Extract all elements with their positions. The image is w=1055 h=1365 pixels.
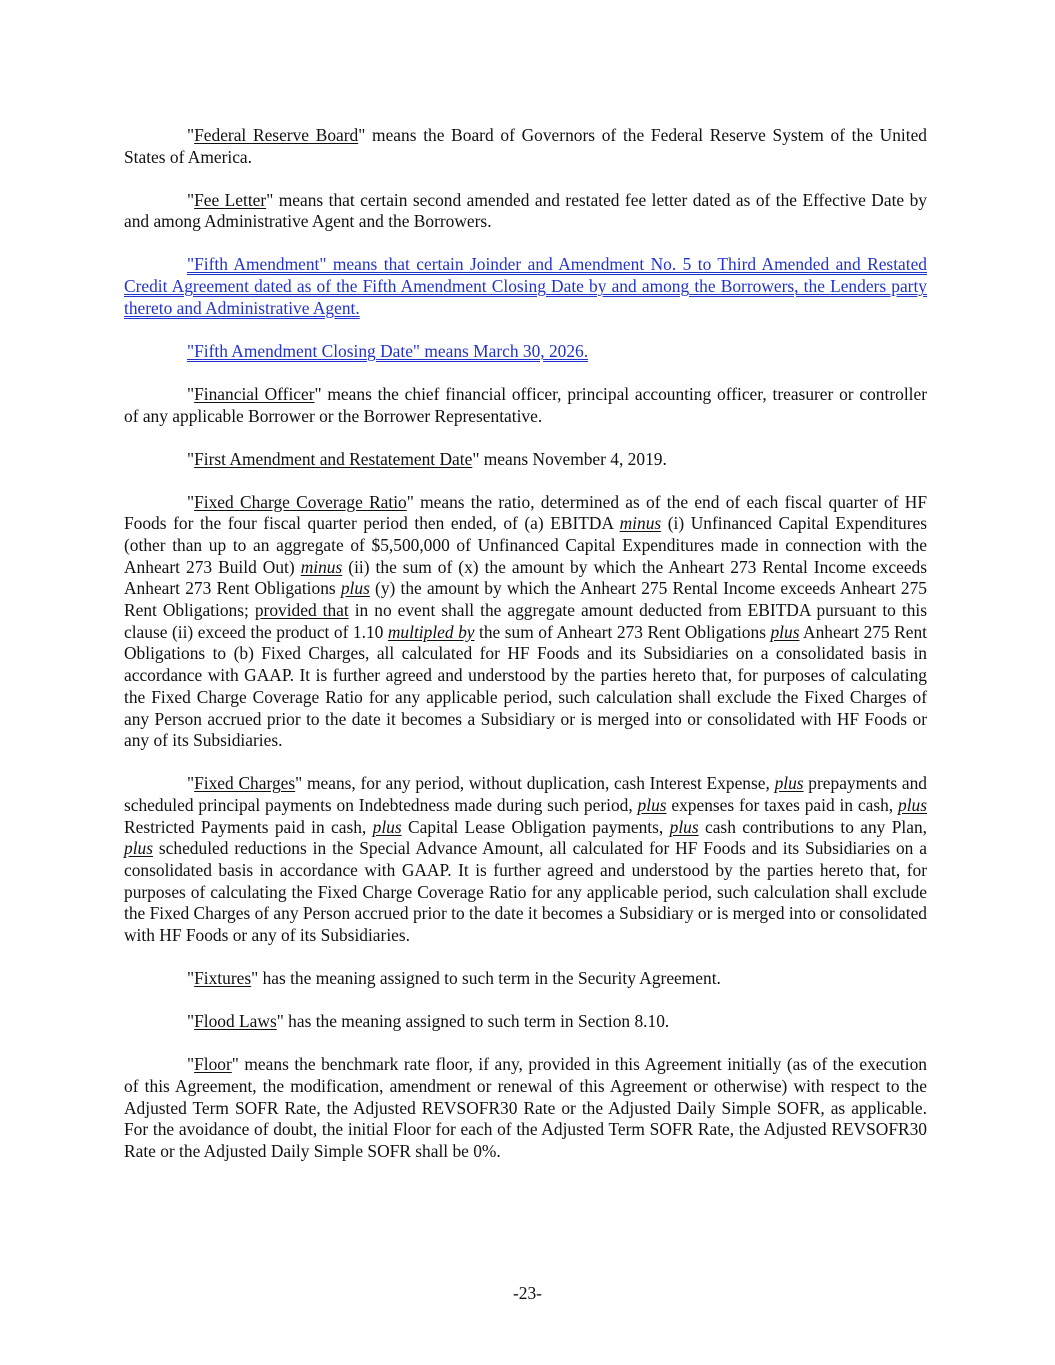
- definition-fee-letter: "Fee Letter" means that certain second amended and restated fee letter dated as of the Effective Date by and among Administrative Agent and the Borrowers.: [124, 189, 927, 232]
- definition-text: " means November 4, 2019.: [472, 448, 667, 469]
- definition-fifth-amendment-closing-date: [124, 341, 927, 363]
- plus-operator: plus: [340, 578, 370, 599]
- minus-operator: minus: [619, 513, 662, 534]
- plus-operator: plus: [774, 773, 804, 794]
- document-page: [124, 125, 927, 1184]
- defined-term: Financial Officer: [194, 383, 315, 404]
- defined-term: Federal Reserve Board: [194, 125, 359, 145]
- definition-fixed-charge-coverage-ratio: "Fixed Charge Coverage Ratio" means the ratio, determined as of the end of each fiscal quarter of HF Foods for the four fiscal quarter period then ended, of (a) EBITDA minus (i) Unfinanced Capital Expenditures (other than up to an aggregate of $5,500,000 of Unfinanced Capital Expenditures made in connection with the Anheart 273 Build Out) minus (ii) the sum of (x) the amount by which the Anheart 273 Rental Income exceeds Anheart 273 Rent Obligations plus (y) the amount by which the Anheart 275 Rental Income exceeds Anheart 275 Rent Obligations; provided that in no event shall the aggregate amount deducted from EBITDA pursuant to this clause (ii) exceed the product of 1.10 multipled by the sum of Anheart 273 Rent Obligations plus Anheart 275 Rent Obligations to (b) Fixed Charges, all calculated for HF Foods and its Subsidiaries on a consolidated basis in accordance with GAAP. It is further agreed and understood by the parties hereto that, for purposes of calculating the Fixed Charge Coverage Ratio for any applicable period, such calculation shall exclude the Fixed Charges of any Person accrued prior to the date it becomes a Subsidiary or is merged into or consolidated with HF Foods or any of its Subsidiaries.: [124, 491, 928, 751]
- multipled-by-operator: multipled by: [387, 621, 475, 642]
- definition-text: Capital Lease Obligation payments,: [401, 816, 670, 837]
- definition-text: expenses for taxes paid in cash,: [666, 794, 898, 815]
- definition-financial-officer: "Financial Officer" means the chief financial officer, principal accounting officer, treasurer or controller of any applicable Borrower or the Borrower Representative.: [124, 383, 927, 426]
- definition-text: the sum of Anheart 273 Rent Obligations: [474, 621, 771, 642]
- definition-flood-laws: "Flood Laws" has the meaning assigned to such term in Section 8.10.: [187, 1011, 670, 1032]
- definition-text: (i) Unfinanced Capital Expenditures (other than up to an aggregate of $5,500,000 of Unfinanced Capital Expenditures made in connection with the Anheart 273 Build Out): [124, 513, 927, 577]
- definition-first-amendment-date: "First Amendment and Restatement Date" means November 4, 2019.: [187, 448, 667, 469]
- defined-term: Fee Letter: [194, 189, 267, 210]
- definition-text: " has the meaning assigned to such term in the Security Agreement.: [251, 968, 721, 989]
- definition-text: Anheart 275 Rent Obligations to (b) Fixed Charges, all calculated for HF Foods and its Subsidiaries on a consolidated basis in accordance with GAAP. It is further agreed and understood by the parties hereto that, for purposes of calculating the Fixed Charge Coverage Ratio for any applicable period, such calculation shall exclude the Fixed Charges of any Person accrued prior to the date it becomes a Subsidiary or is merged into or consolidated with HF Foods or any of its Subsidiaries.: [124, 621, 928, 751]
- definition-text: " means the benchmark rate floor, if any, provided in this Agreement initially (as of the execution of this Agreement, the modification, amendment or renewal of this Agreement or otherwise) with respect to the Adjusted Term SOFR Rate, the Adjusted REVSOFR30 Rate or the Adjusted Daily Simple SOFR, as applicable. For the avoidance of doubt, the initial Floor for each of the Adjusted Term SOFR Rate, the Adjusted REVSOFR30 Rate or the Adjusted Daily Simple SOFR shall be 0%.: [124, 1054, 927, 1161]
- plus-operator: plus: [124, 838, 153, 859]
- defined-term: Fixed Charges: [194, 773, 296, 794]
- inserted-text: "Fifth Amendment" means that certain Joinder and Amendment No. 5 to Third Amended and Restated Credit Agreement dated as of the Fifth Amendment Closing Date by and among the Borrowers, the Lenders party thereto and Administrative Agent.: [124, 254, 927, 318]
- definition-fixtures: "Fixtures" has the meaning assigned to such term in the Security Agreement.: [187, 968, 721, 989]
- definition-text: in no event shall the aggregate amount deducted from EBITDA pursuant to this clause (ii) exceed the product of 1.10: [124, 600, 927, 642]
- minus-operator: minus: [300, 556, 343, 577]
- defined-term: Floor: [194, 1054, 232, 1075]
- plus-operator: plus: [669, 816, 699, 837]
- plus-operator: plus: [770, 621, 800, 642]
- definition-text: " means, for any period, without duplication, cash Interest Expense,: [295, 773, 775, 794]
- inserted-text: "Fifth Amendment Closing Date" means March 30, 2026.: [187, 340, 589, 361]
- definition-text: scheduled reductions in the Special Advance Amount, all calculated for HF Foods and its Subsidiaries on a consolidated basis in accordance with GAAP. It is further agreed and understood by the parties hereto that, for purposes of calculating the Fixed Charge Coverage Ratio for any applicable period, such calculation shall exclude the Fixed Charges of any Person accrued prior to the date it becomes a Subsidiary or is merged into or consolidated with HF Foods or any of its Subsidiaries.: [124, 838, 927, 946]
- definition-text: " means that certain second amended and restated fee letter dated as of the Effective Date by and among Administrative Agent and the Borrowers.: [124, 189, 927, 232]
- plus-operator: plus: [898, 794, 927, 815]
- definition-text: (y) the amount by which the Anheart 275 Rental Income exceeds Anheart 275 Rent Obligations;: [124, 578, 927, 621]
- plus-operator: plus: [372, 816, 402, 837]
- plus-operator: plus: [637, 794, 667, 815]
- page-number: -23-: [513, 1283, 542, 1303]
- defined-term: First Amendment and Restatement Date: [194, 448, 473, 469]
- definition-federal-reserve-board: "Federal Reserve Board" means the Board of Governors of the Federal Reserve System of the United States of America.: [124, 125, 927, 167]
- definition-text: " has the meaning assigned to such term in Section 8.10.: [276, 1011, 670, 1032]
- definition-fifth-amendment: [124, 254, 927, 319]
- provided-that: provided that: [254, 600, 349, 621]
- defined-term: Flood Laws: [194, 1011, 277, 1032]
- definition-text: (ii) the sum of (x) the amount by which the Anheart 273 Rental Income exceeds Anheart 273 Rent Obligations: [124, 556, 928, 599]
- definition-text: prepayments and scheduled principal payments on Indebtedness made during such period,: [124, 773, 927, 815]
- definition-floor: "Floor" means the benchmark rate floor, if any, provided in this Agreement initially (as of the execution of this Agreement, the modification, amendment or renewal of this Agreement or otherwise) with respect to the Adjusted Term SOFR Rate, the Adjusted REVSOFR30 Rate or the Adjusted Daily Simple SOFR, as applicable. For the avoidance of doubt, the initial Floor for each of the Adjusted Term SOFR Rate, the Adjusted REVSOFR30 Rate or the Adjusted Daily Simple SOFR shall be 0%.: [124, 1054, 927, 1161]
- defined-term: Fixtures: [194, 968, 252, 989]
- definition-fixed-charges: "Fixed Charges" means, for any period, without duplication, cash Interest Expense, plus prepayments and scheduled principal payments on Indebtedness made during such period, plus expenses for taxes paid in cash, plus Restricted Payments paid in cash, plus Capital Lease Obligation payments, plus cash contributions to any Plan, plus scheduled reductions in the Special Advance Amount, all calculated for HF Foods and its Subsidiaries on a consolidated basis in accordance with GAAP. It is further agreed and understood by the parties hereto that, for purposes of calculating the Fixed Charge Coverage Ratio for any applicable period, such calculation shall exclude the Fixed Charges of any Person accrued prior to the date it becomes a Subsidiary or is merged into or consolidated with HF Foods or any of its Subsidiaries.: [124, 773, 927, 946]
- definition-text: " means the ratio, determined as of the end of each fiscal quarter of HF Foods for the four fiscal quarter period then ended, of (a) EBITDA: [124, 491, 927, 534]
- definition-text: cash contributions to any Plan,: [698, 816, 927, 837]
- definition-text: " means the Board of Governors of the Federal Reserve System of the United States of America.: [124, 125, 927, 167]
- definition-text: Restricted Payments paid in cash,: [124, 816, 373, 837]
- defined-term: Fixed Charge Coverage Ratio: [194, 491, 407, 512]
- definition-text: " means the chief financial officer, principal accounting officer, treasurer or controller of any applicable Borrower or the Borrower Representative.: [124, 383, 927, 426]
